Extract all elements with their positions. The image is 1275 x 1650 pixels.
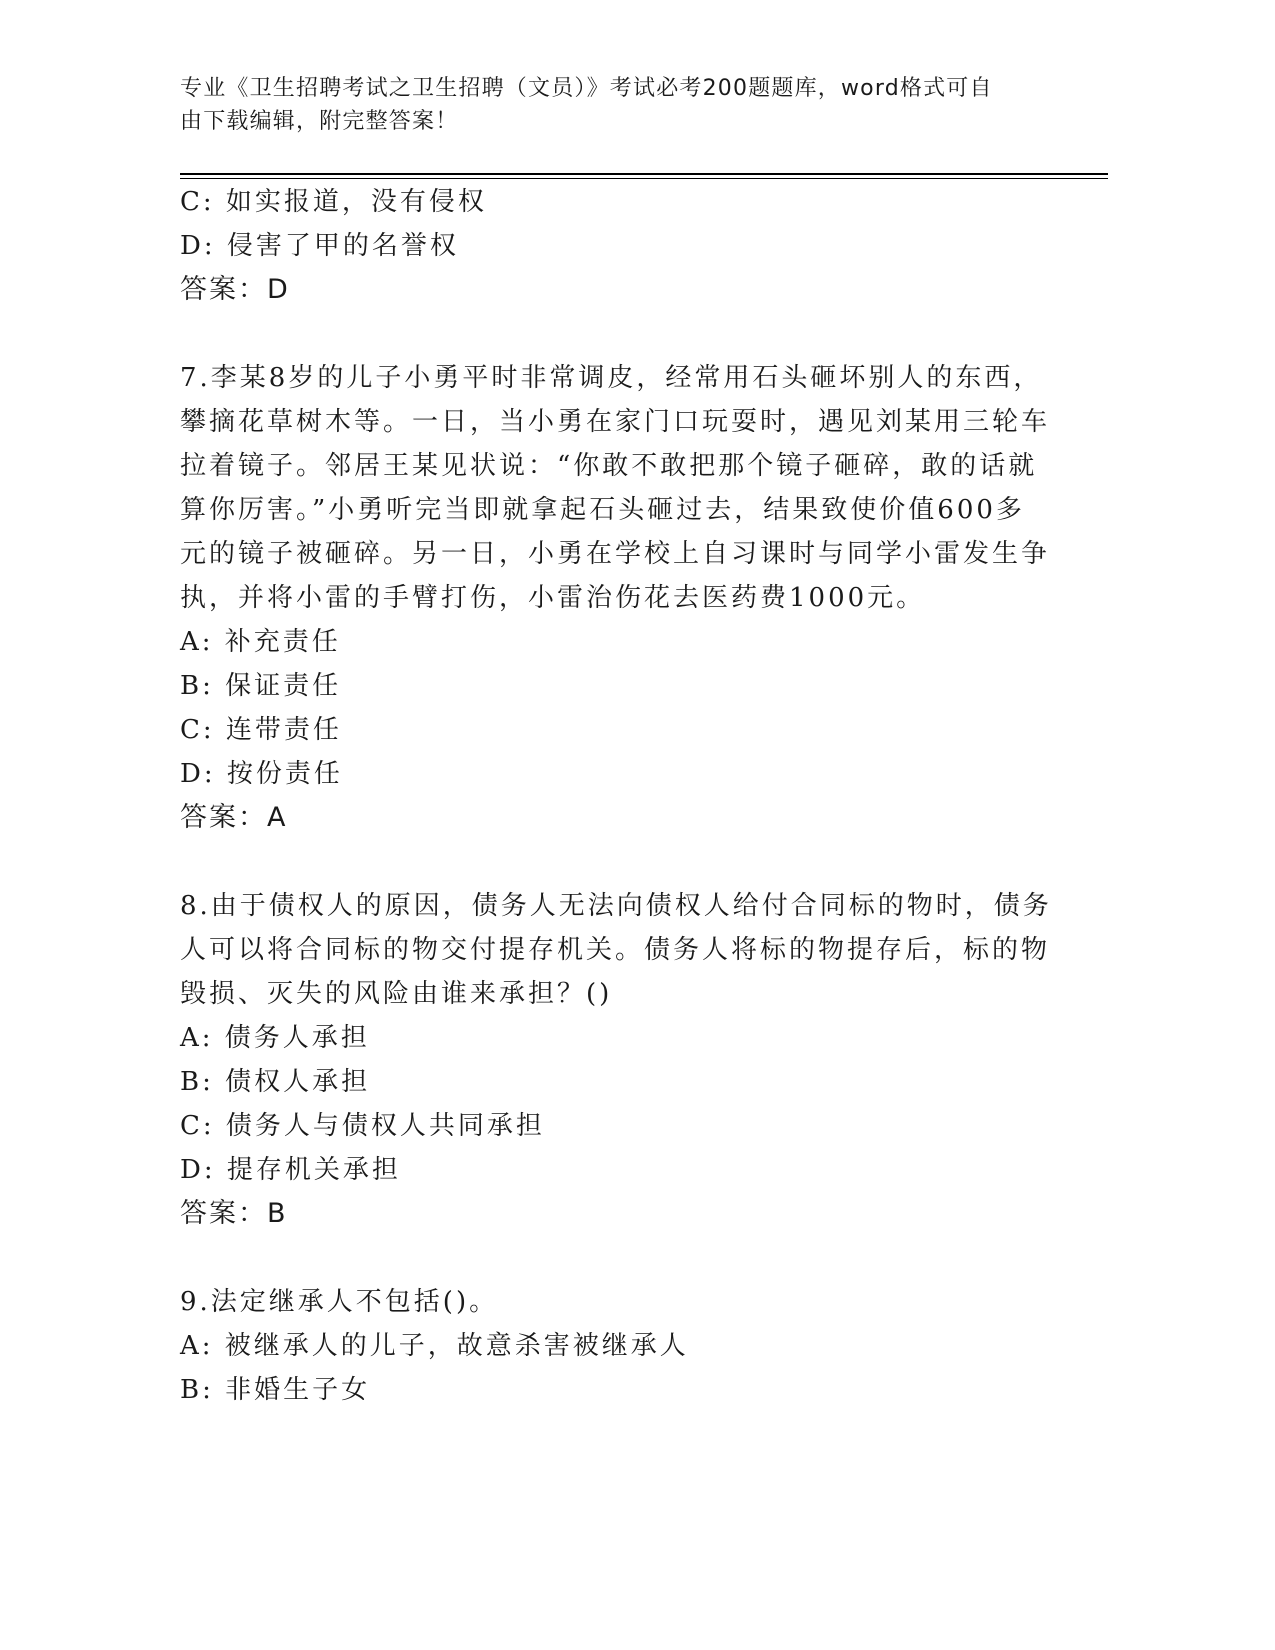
- question-7-text-line: 元的镜子被砸碎。另一日，小勇在学校上自习课时与同学小雷发生争: [180, 539, 1051, 569]
- spacer: [180, 1236, 1030, 1280]
- question-7-text-line: 拉着镜子。邻居王某见状说：“你敢不敢把那个镜子砸碎，敢的话就: [180, 451, 1038, 481]
- question-7-option-d: D: 按份责任: [180, 759, 343, 789]
- question-9-text-line: 9.法定继承人不包括()。: [180, 1287, 499, 1317]
- document-header: [180, 72, 1030, 138]
- question-8-text-line: 人可以将合同标的物交付提存机关。债务人将标的物提存后，标的物: [180, 935, 1051, 965]
- question-7-answer: 答案：A: [180, 802, 288, 833]
- question-9: [180, 1280, 1030, 1412]
- question-7-text-line: 7.李某8岁的儿子小勇平时非常调皮，经常用石头砸坏别人的东西，: [180, 363, 1043, 393]
- question-8-option-c: C: 债务人与债权人共同承担: [180, 1111, 545, 1141]
- question-8: [180, 884, 1052, 1236]
- question-9-option-b: B: 非婚生子女: [180, 1375, 371, 1405]
- question-7-option-b: B: 保证责任: [180, 671, 342, 701]
- header-line-1: 专业《卫生招聘考试之卫生招聘（文员）》考试必考200题题库，word格式可自: [180, 76, 993, 101]
- spacer: [180, 312, 1030, 356]
- document-body: [180, 180, 1052, 1412]
- question-8-option-a: A: 债务人承担: [180, 1023, 370, 1053]
- question-8-option-b: B: 债权人承担: [180, 1067, 371, 1097]
- question-9-option-a: A: 被继承人的儿子，故意杀害被继承人: [180, 1331, 689, 1361]
- question-8-option-d: D: 提存机关承担: [180, 1155, 401, 1185]
- header-line-2: 由下载编辑，附完整答案！: [180, 109, 459, 134]
- header-divider-thick: [180, 173, 1108, 175]
- question-7-option-a: A: 补充责任: [180, 627, 341, 657]
- question-8-text-line: 毁损、灭失的风险由谁来承担？(): [180, 979, 613, 1009]
- question-7-option-c: C: 连带责任: [180, 715, 342, 745]
- question-6-option-c: C: 如实报道，没有侵权: [180, 187, 487, 217]
- question-6-option-d: D: 侵害了甲的名誉权: [180, 231, 459, 261]
- spacer: [180, 840, 1030, 884]
- question-6: [180, 180, 1030, 312]
- question-6-answer: 答案：D: [180, 274, 290, 305]
- question-7-text-line: 算你厉害。”小勇听完当即就拿起石头砸过去，结果致使价值600多: [180, 495, 1025, 525]
- question-7-text-line: 攀摘花草树木等。一日，当小勇在家门口玩耍时，遇见刘某用三轮车: [180, 407, 1051, 437]
- question-7: [180, 356, 1051, 840]
- question-7-text-line: 执，并将小雷的手臂打伤，小雷治伤花去医药费1000元。: [180, 583, 926, 613]
- question-8-answer: 答案：B: [180, 1198, 288, 1229]
- header-divider-thin: [180, 178, 1108, 179]
- question-8-text-line: 8.由于债权人的原因，债务人无法向债权人给付合同标的物时，债务: [180, 891, 1052, 921]
